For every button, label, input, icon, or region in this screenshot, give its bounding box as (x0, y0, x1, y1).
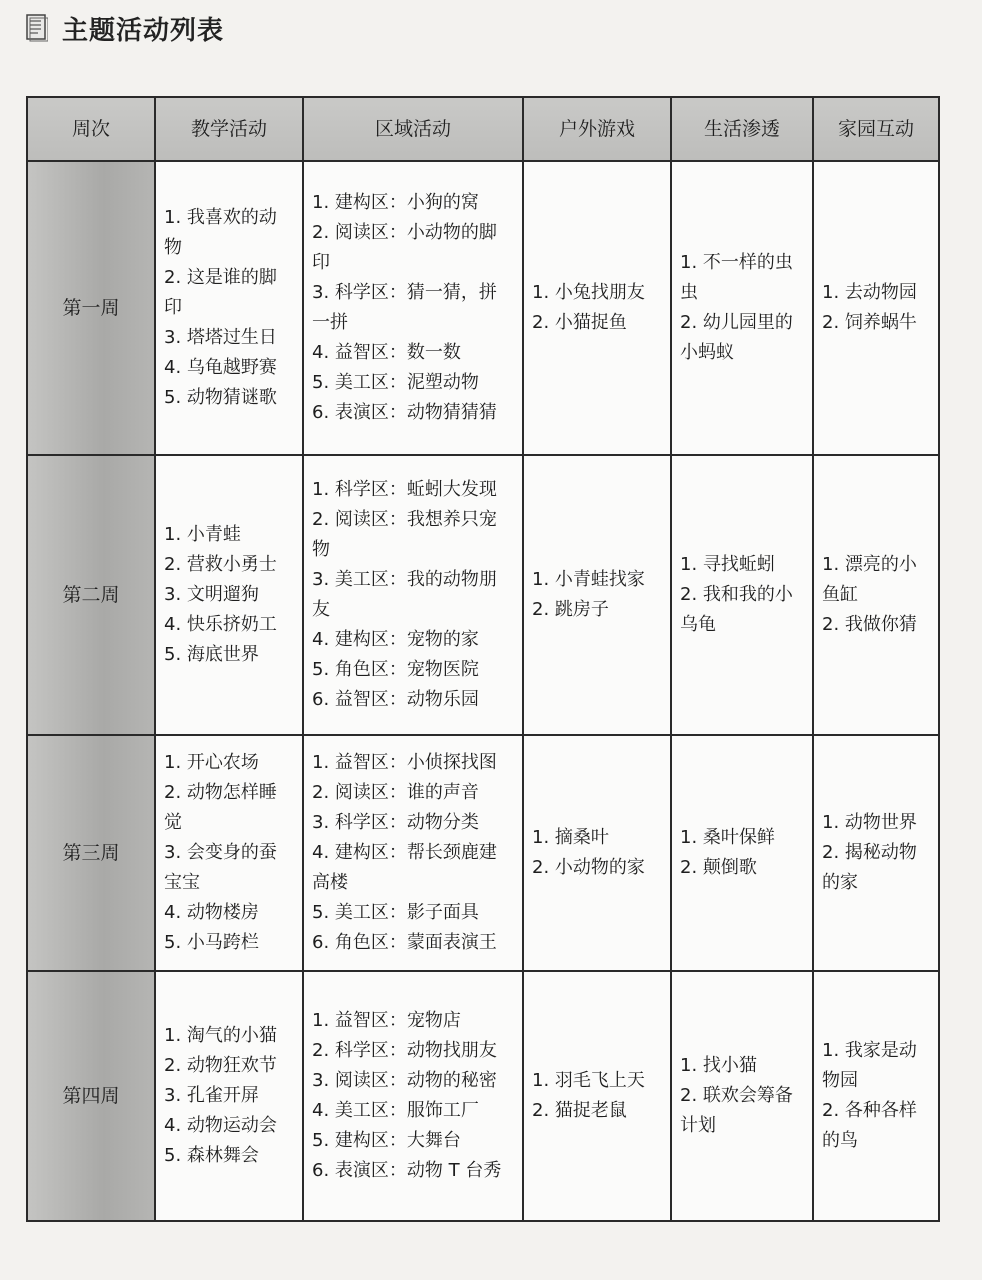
list-item: 2. 阅读区：我想养只宠物 (312, 509, 497, 560)
list-item: 1. 寻找蚯蚓 (680, 554, 775, 575)
column-header-teaching: 教学活动 (155, 97, 303, 161)
table-header-row (27, 97, 939, 161)
list-item: 2. 这是谁的脚印 (164, 267, 277, 318)
area-cell (303, 971, 523, 1221)
list-item: 1. 羽毛飞上天 (532, 1070, 645, 1091)
list-item: 1. 开心农场 (164, 752, 259, 773)
list-item: 2. 各种各样的鸟 (822, 1100, 917, 1151)
list-item: 2. 猫捉老鼠 (532, 1100, 627, 1121)
week-cell: 第四周 (27, 971, 155, 1221)
list-item: 3. 科学区：猜一猜，拼一拼 (312, 282, 497, 333)
column-header-life: 生活渗透 (671, 97, 813, 161)
page-title: 主题活动列表 (62, 15, 225, 46)
list-item: 4. 建构区：宠物的家 (312, 629, 479, 650)
list-item: 4. 动物运动会 (164, 1115, 277, 1136)
home-cell (813, 161, 939, 455)
list-item: 2. 颠倒歌 (680, 857, 757, 878)
list-item: 1. 去动物园 (822, 282, 917, 303)
outdoor-cell (523, 455, 671, 735)
heading (26, 8, 944, 48)
list-item: 4. 益智区：数一数 (312, 342, 461, 363)
list-item: 6. 益智区：动物乐园 (312, 689, 479, 710)
list-item: 1. 建构区：小狗的窝 (312, 192, 479, 213)
list-item: 1. 摘桑叶 (532, 827, 609, 848)
list-item: 2. 我做你猜 (822, 614, 917, 635)
list-item: 1. 漂亮的小鱼缸 (822, 554, 917, 605)
list-item: 5. 森林舞会 (164, 1145, 259, 1166)
list-item: 6. 表演区：动物 T 台秀 (312, 1160, 502, 1181)
outdoor-cell (523, 971, 671, 1221)
document-icon (26, 14, 48, 42)
list-item: 1. 找小猫 (680, 1055, 757, 1076)
list-item: 2. 饲养蜗牛 (822, 312, 917, 333)
list-item: 3. 塔塔过生日 (164, 327, 277, 348)
list-item: 1. 益智区：宠物店 (312, 1010, 461, 1031)
table-row (27, 161, 939, 455)
life-cell (671, 455, 813, 735)
list-item: 4. 乌龟越野赛 (164, 357, 277, 378)
table-row (27, 735, 939, 971)
table-row (27, 971, 939, 1221)
column-header-outdoor: 户外游戏 (523, 97, 671, 161)
list-item: 1. 我喜欢的动物 (164, 207, 277, 258)
list-item: 1. 小青蛙找家 (532, 569, 645, 590)
list-item: 2. 科学区：动物找朋友 (312, 1040, 497, 1061)
week-cell: 第二周 (27, 455, 155, 735)
list-item: 1. 小青蛙 (164, 524, 241, 545)
column-header-area: 区域活动 (303, 97, 523, 161)
list-item: 5. 美工区：泥塑动物 (312, 372, 479, 393)
list-item: 5. 动物猜谜歌 (164, 387, 277, 408)
list-item: 1. 动物世界 (822, 812, 917, 833)
list-item: 1. 我家是动物园 (822, 1040, 917, 1091)
teaching-cell (155, 161, 303, 455)
area-cell (303, 455, 523, 735)
list-item: 2. 小猫捉鱼 (532, 312, 627, 333)
list-item: 5. 小马跨栏 (164, 932, 259, 953)
teaching-cell (155, 455, 303, 735)
list-item: 5. 建构区：大舞台 (312, 1130, 461, 1151)
list-item: 1. 小兔找朋友 (532, 282, 645, 303)
home-cell (813, 971, 939, 1221)
list-item: 2. 幼儿园里的小蚂蚁 (680, 312, 793, 363)
list-item: 3. 美工区：我的动物朋友 (312, 569, 497, 620)
life-cell (671, 971, 813, 1221)
list-item: 2. 动物怎样睡觉 (164, 782, 277, 833)
list-item: 1. 益智区：小侦探找图 (312, 752, 497, 773)
home-cell (813, 735, 939, 971)
teaching-cell (155, 971, 303, 1221)
list-item: 4. 建构区：帮长颈鹿建高楼 (312, 842, 497, 893)
list-item: 4. 动物楼房 (164, 902, 259, 923)
list-item: 6. 角色区：蒙面表演王 (312, 932, 497, 953)
list-item: 2. 小动物的家 (532, 857, 645, 878)
list-item: 2. 阅读区：小动物的脚印 (312, 222, 497, 273)
area-cell (303, 735, 523, 971)
list-item: 3. 文明遛狗 (164, 584, 259, 605)
list-item: 2. 我和我的小乌龟 (680, 584, 793, 635)
list-item: 2. 揭秘动物的家 (822, 842, 917, 893)
table-row (27, 455, 939, 735)
list-item: 4. 快乐挤奶工 (164, 614, 277, 635)
list-item: 3. 科学区：动物分类 (312, 812, 479, 833)
list-item: 5. 角色区：宠物医院 (312, 659, 479, 680)
home-cell (813, 455, 939, 735)
list-item: 1. 桑叶保鲜 (680, 827, 775, 848)
list-item: 2. 阅读区：谁的声音 (312, 782, 479, 803)
outdoor-cell (523, 161, 671, 455)
list-item: 5. 海底世界 (164, 644, 259, 665)
column-header-home: 家园互动 (813, 97, 939, 161)
list-item: 5. 美工区：影子面具 (312, 902, 479, 923)
outdoor-cell (523, 735, 671, 971)
week-cell: 第三周 (27, 735, 155, 971)
list-item: 2. 动物狂欢节 (164, 1055, 277, 1076)
list-item: 3. 阅读区：动物的秘密 (312, 1070, 497, 1091)
list-item: 4. 美工区：服饰工厂 (312, 1100, 479, 1121)
life-cell (671, 735, 813, 971)
list-item: 3. 会变身的蚕宝宝 (164, 842, 277, 893)
teaching-cell (155, 735, 303, 971)
week-cell: 第一周 (27, 161, 155, 455)
list-item: 1. 不一样的虫虫 (680, 252, 793, 303)
activity-table (26, 96, 940, 1222)
column-header-week: 周次 (27, 97, 155, 161)
list-item: 3. 孔雀开屏 (164, 1085, 259, 1106)
list-item: 2. 跳房子 (532, 599, 609, 620)
life-cell (671, 161, 813, 455)
list-item: 2. 联欢会筹备计划 (680, 1085, 793, 1136)
list-item: 1. 淘气的小猫 (164, 1025, 277, 1046)
area-cell (303, 161, 523, 455)
list-item: 6. 表演区：动物猜猜猜 (312, 402, 497, 423)
list-item: 2. 营救小勇士 (164, 554, 277, 575)
list-item: 1. 科学区：蚯蚓大发现 (312, 479, 497, 500)
